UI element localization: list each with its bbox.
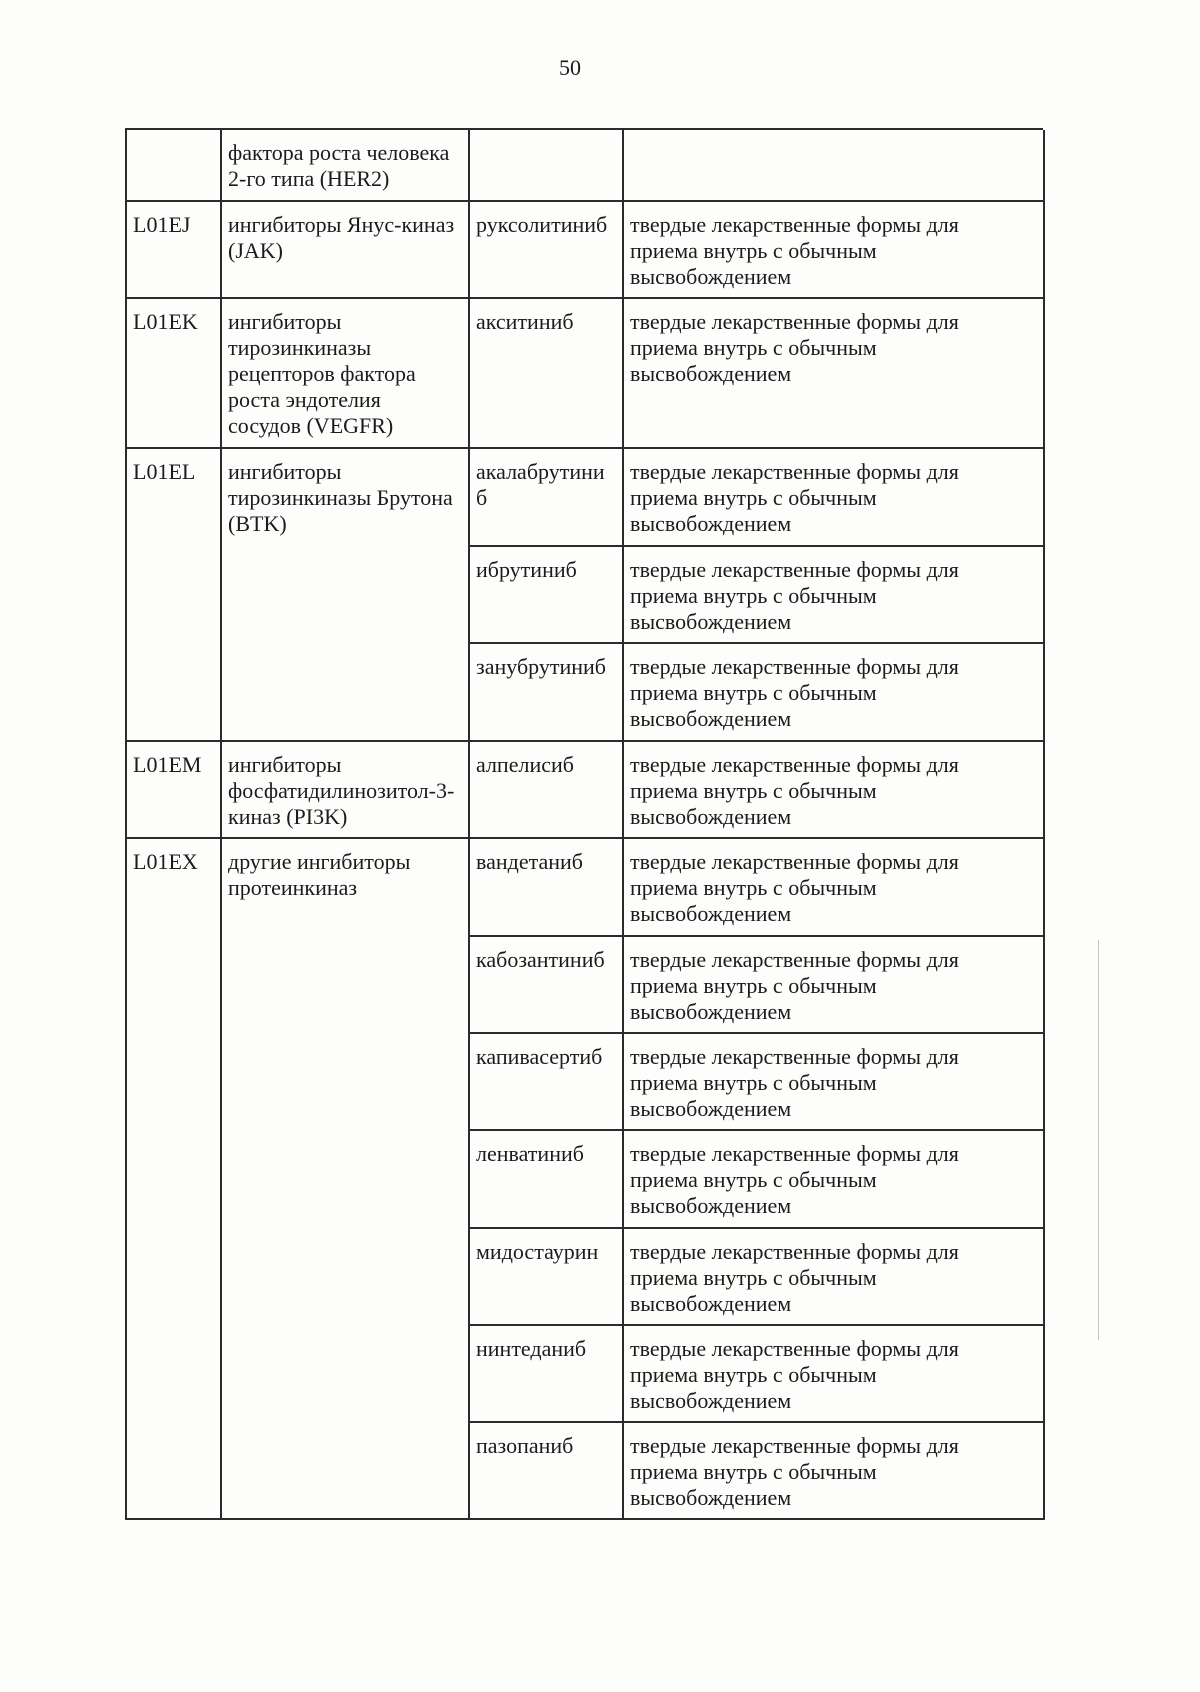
dosage-form: твердые лекарственные формы для приема внутрь с обычным высвобождением [630, 459, 959, 536]
form-cell [624, 742, 1045, 839]
dosage-form: твердые лекарственные формы для приема внутрь с обычным высвобождением [630, 849, 959, 926]
drug-name: пазопаниб [476, 1433, 574, 1458]
group-name: другие ингибиторы протеинкиназ [228, 849, 411, 900]
form-cell [624, 1423, 1045, 1520]
form-cell [624, 1131, 1045, 1229]
form-cell [624, 839, 1045, 937]
group-name: ингибиторы тирозинкиназы Брутона (BTK) [228, 459, 453, 536]
drug-name: кабозантиниб [476, 947, 605, 972]
group-name: ингибиторы фосфатидилинозитол-3- киназ (PI3K) [228, 752, 455, 829]
group-cell [222, 839, 470, 1520]
dosage-form: твердые лекарственные формы для приема внутрь с обычным высвобождением [630, 1044, 959, 1121]
drug-cell [470, 1326, 624, 1423]
drug-cell [470, 644, 624, 742]
scan-artifact-line [1098, 940, 1099, 1340]
drug-name: акситиниб [476, 309, 574, 334]
form-cell [624, 547, 1045, 644]
drug-name: ленватиниб [476, 1141, 584, 1166]
drug-cell [470, 1423, 624, 1520]
dosage-form: твердые лекарственные формы для приема внутрь с обычным высвобождением [630, 1239, 959, 1316]
atc-code: L01EM [133, 752, 202, 777]
form-cell [624, 937, 1045, 1034]
group-cell [222, 130, 470, 202]
atc-code: L01EL [133, 459, 196, 484]
drug-name: капивасертиб [476, 1044, 603, 1069]
atc-code: L01EJ [133, 212, 191, 237]
drug-name: занубрутиниб [476, 654, 606, 679]
form-cell [624, 130, 1045, 202]
code-cell [127, 839, 222, 1520]
group-cell [222, 449, 470, 742]
drug-name: алпелисиб [476, 752, 574, 777]
form-cell [624, 1034, 1045, 1131]
form-cell [624, 1229, 1045, 1326]
drug-name: нинтеданиб [476, 1336, 587, 1361]
code-cell [127, 742, 222, 839]
form-cell [624, 299, 1045, 449]
drug-cell [470, 299, 624, 449]
dosage-form: твердые лекарственные формы для приема внутрь с обычным высвобождением [630, 947, 959, 1024]
drug-name: акалабрутини б [476, 459, 605, 510]
drug-cell [470, 742, 624, 839]
group-cell [222, 299, 470, 449]
dosage-form: твердые лекарственные формы для приема внутрь с обычным высвобождением [630, 1336, 959, 1413]
page-number: 50 [559, 55, 581, 80]
dosage-form: твердые лекарственные формы для приема внутрь с обычным высвобождением [630, 557, 959, 634]
drug-name: ибрутиниб [476, 557, 577, 582]
code-cell [127, 299, 222, 449]
group-cell [222, 202, 470, 299]
atc-code: L01EX [133, 849, 198, 874]
dosage-form: твердые лекарственные формы для приема внутрь с обычным высвобождением [630, 1433, 959, 1510]
form-cell [624, 202, 1045, 299]
group-name: ингибиторы тирозинкиназы рецепторов фактора роста эндотелия сосудов (VEGFR) [228, 309, 416, 438]
dosage-form: твердые лекарственные формы для приема внутрь с обычным высвобождением [630, 654, 959, 731]
drug-table [125, 128, 1043, 1520]
code-cell [127, 449, 222, 742]
drug-name: вандетаниб [476, 849, 583, 874]
code-cell [127, 130, 222, 202]
drug-cell [470, 130, 624, 202]
drug-cell [470, 547, 624, 644]
drug-cell [470, 449, 624, 547]
atc-code: L01EK [133, 309, 198, 334]
group-name: фактора роста человека 2-го типа (HER2) [228, 140, 450, 191]
drug-cell [470, 839, 624, 937]
group-name: ингибиторы Янус-киназ (JAK) [228, 212, 455, 263]
drug-cell [470, 202, 624, 299]
drug-cell [470, 1131, 624, 1229]
code-cell [127, 202, 222, 299]
dosage-form: твердые лекарственные формы для приема внутрь с обычным высвобождением [630, 309, 959, 386]
drug-cell [470, 937, 624, 1034]
drug-name: мидостаурин [476, 1239, 599, 1264]
dosage-form: твердые лекарственные формы для приема внутрь с обычным высвобождением [630, 752, 959, 829]
drug-cell [470, 1229, 624, 1326]
form-cell [624, 1326, 1045, 1423]
drug-name: руксолитиниб [476, 212, 608, 237]
form-cell [624, 644, 1045, 742]
form-cell [624, 449, 1045, 547]
drug-cell [470, 1034, 624, 1131]
group-cell [222, 742, 470, 839]
dosage-form: твердые лекарственные формы для приема внутрь с обычным высвобождением [630, 1141, 959, 1218]
dosage-form: твердые лекарственные формы для приема внутрь с обычным высвобождением [630, 212, 959, 289]
